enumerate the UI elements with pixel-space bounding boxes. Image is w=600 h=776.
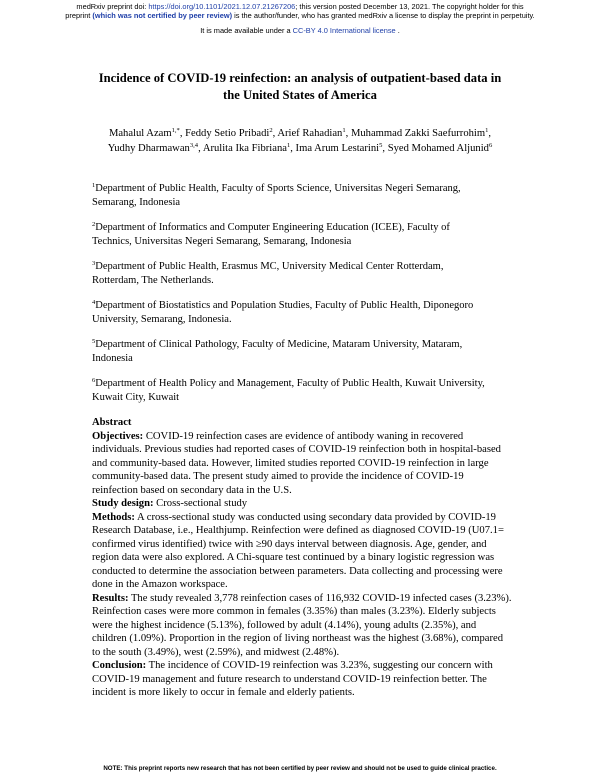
author-separator: , bbox=[345, 128, 351, 139]
affiliation-number: 3 bbox=[92, 260, 96, 267]
author: Ima Arum Lestarini bbox=[295, 143, 380, 154]
header-copyright-text: ; this version posted December 13, 2021. The copyright holder for this bbox=[295, 2, 524, 11]
author-affiliation-mark: 3,4 bbox=[189, 142, 199, 149]
study-design-label: Study design: bbox=[92, 498, 154, 509]
affiliation-line: Department of Clinical Pathology, Faculty of Medicine, Mataram University, Mataram, bbox=[95, 339, 463, 350]
affiliation-line: Department of Informatics and Computer Engineering Education (ICEE), Faculty of bbox=[95, 222, 450, 233]
affiliation-line: Technics, Universitas Negeri Semarang, Semarang, Indonesia bbox=[92, 236, 352, 247]
objectives-text: COVID-19 reinfection cases are evidence of antibody waning in recovered individuals. Previous studies had reported cases of COVID-19 reinfection both in hospital-based and community-based data. However, limited studies reported COVID-19 reinfection in large community-based data. The present study aimed to provide the incidence of COVID-19 reinfection based on secondary data in the U.S. bbox=[92, 430, 501, 496]
conclusion-label: Conclusion: bbox=[92, 660, 147, 671]
affiliation bbox=[92, 182, 508, 210]
abstract-results bbox=[92, 592, 512, 660]
affiliation-list bbox=[92, 182, 508, 416]
affiliation bbox=[92, 338, 508, 366]
abstract bbox=[92, 416, 512, 700]
author-separator: , bbox=[198, 143, 203, 154]
objectives-label: Objectives: bbox=[92, 430, 144, 442]
methods-text: A cross-sectional study was conducted using secondary data provided by COVID-19 Research Database, i.e., Healthjump. Reinfection were defined as diagnosed COVID-19 (U07.1= confirmed virus identified) twice with ≥90 days interval between diagnosis. Age, gender, and region data were also explored. A Chi-square test continued by a binary logistic regression was conducted to determine the association between parameters. Data collecting and processing were done in the Amazon workspace. bbox=[92, 511, 504, 590]
header-license-grant: is the author/funder, who has granted medRxiv a license to display the preprint in perpetuity. bbox=[232, 11, 535, 20]
author: Feddy Setio Pribadi bbox=[185, 128, 270, 139]
results-label: Results: bbox=[92, 592, 129, 604]
author: Yudhy Dharmawan bbox=[107, 143, 190, 154]
author-separator: , bbox=[179, 128, 186, 139]
affiliation-number: 4 bbox=[92, 299, 96, 306]
affiliation-number: 2 bbox=[92, 221, 96, 228]
author-affiliation-mark: 1 bbox=[342, 127, 346, 134]
license-prefix: It is made available under a bbox=[200, 26, 293, 35]
affiliation bbox=[92, 377, 508, 405]
affiliation-number: 5 bbox=[92, 338, 96, 345]
license-suffix: . bbox=[395, 26, 400, 35]
author-separator: , bbox=[488, 128, 492, 139]
author: Mahalul Azam bbox=[108, 128, 172, 139]
affiliation bbox=[92, 221, 508, 249]
affiliation bbox=[92, 299, 508, 327]
author-affiliation-mark: 1 bbox=[286, 142, 291, 149]
peer-review-notice: (which was not certified by peer review) bbox=[92, 11, 233, 20]
results-text: The study revealed 3,778 reinfection cases of 116,932 COVID-19 infected cases (3.23%). Reinfection cases were more common in females (3.35%) than males (3.23%). Elderly subjects were the highest incidence (5.13%), followed by adult (4.14%), young adults (2.35%), and children (1.09%). Proportion in the region of living northeast was the highest (3.68%), compared to the south (3.49%), west (2.59%), and midwest (2.48%). bbox=[92, 592, 512, 658]
preprint-footer-note: NOTE: This preprint reports new research that has not been certified by peer review and should not be used to guide clinical practice. bbox=[103, 765, 497, 772]
affiliation-line: Department of Public Health, Erasmus MC, University Medical Center Rotterdam, bbox=[95, 261, 444, 272]
author-list bbox=[76, 126, 524, 156]
author-affiliation-mark: 1 bbox=[485, 127, 489, 134]
license-link[interactable]: CC-BY 4.0 International license bbox=[292, 26, 396, 35]
author: Arulita Ika Fibriana bbox=[202, 143, 287, 154]
author-separator: , bbox=[382, 143, 388, 154]
abstract-heading: Abstract bbox=[92, 417, 132, 428]
affiliation-line: Kuwait City, Kuwait bbox=[92, 392, 180, 403]
author-affiliation-mark: 1,* bbox=[171, 127, 180, 134]
abstract-methods bbox=[92, 511, 512, 592]
paper-title bbox=[60, 70, 540, 104]
affiliation-number: 6 bbox=[92, 377, 96, 384]
preprint-header-line2 bbox=[0, 11, 600, 21]
affiliation bbox=[92, 260, 508, 288]
methods-label: Methods: bbox=[92, 511, 135, 523]
affiliation-line: University, Semarang, Indonesia. bbox=[92, 314, 232, 325]
author-separator: , bbox=[290, 143, 296, 154]
author-affiliation-mark: 2 bbox=[269, 127, 273, 134]
abstract-conclusion bbox=[92, 659, 512, 700]
affiliation-line: Department of Public Health, Faculty of Sports Science, Universitas Negeri Semarang, bbox=[95, 183, 461, 194]
affiliation-line: Rotterdam, The Netherlands. bbox=[92, 275, 214, 286]
author-affiliation-mark: 5 bbox=[379, 142, 383, 149]
abstract-study-design bbox=[92, 497, 512, 511]
author: Arief Rahadian bbox=[277, 128, 343, 139]
affiliation-line: Department of Health Policy and Management, Faculty of Public Health, Kuwait University, bbox=[95, 378, 485, 389]
title-line-1: Incidence of COVID-19 reinfection: an analysis of outpatient-based data in bbox=[98, 71, 502, 85]
study-design-text: Cross-sectional study bbox=[153, 498, 248, 509]
doi-link[interactable]: https://doi.org/10.1101/2021.12.07.21267206 bbox=[148, 2, 296, 11]
author-affiliation-mark: 6 bbox=[488, 142, 493, 149]
license-line bbox=[0, 26, 600, 36]
header-preprint-word: preprint bbox=[65, 11, 93, 20]
author: Syed Mohamed Aljunid bbox=[387, 143, 489, 154]
affiliation-line: Department of Biostatistics and Population Studies, Faculty of Public Health, Diponegoro bbox=[95, 300, 474, 311]
affiliation-line: Indonesia bbox=[92, 353, 133, 364]
affiliation-line: Semarang, Indonesia bbox=[92, 197, 181, 208]
header-doi-prefix: medRxiv preprint doi: bbox=[76, 2, 149, 11]
title-line-2: the United States of America bbox=[223, 88, 377, 102]
abstract-objectives bbox=[92, 430, 512, 498]
conclusion-text: The incidence of COVID-19 reinfection was 3.23%, suggesting our concern with COVID-19 management and future research to understand COVID-19 reinfection better. The incident is more likely to occur in female and elderly patients. bbox=[92, 660, 493, 698]
author: Muhammad Zakki Saefurrohim bbox=[350, 128, 486, 139]
affiliation-number: 1 bbox=[92, 182, 96, 189]
author-separator: , bbox=[272, 128, 278, 139]
